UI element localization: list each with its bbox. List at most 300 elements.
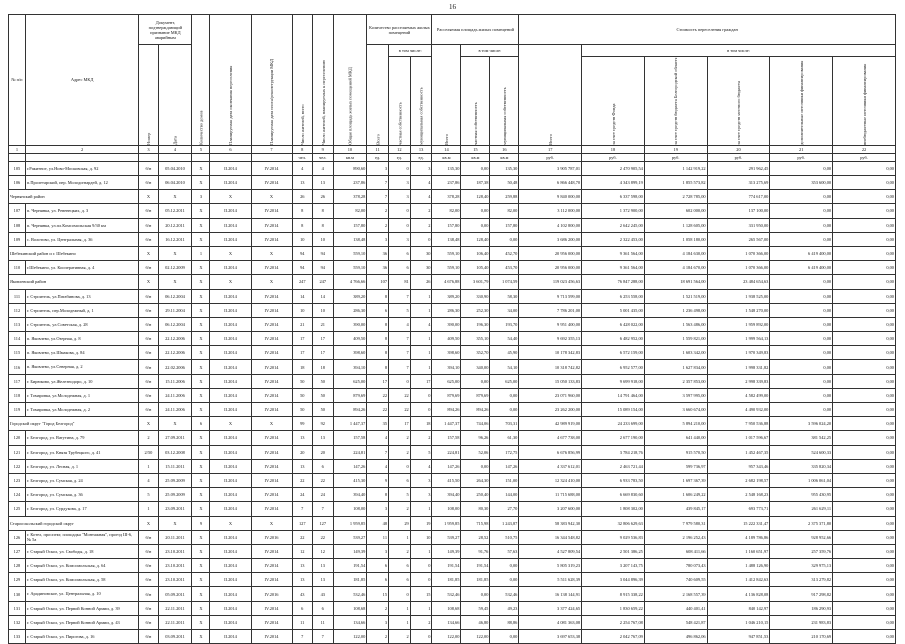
table-cell: 4 <box>367 431 389 445</box>
table-cell: 3 <box>410 488 432 502</box>
table-cell: б/н <box>139 289 158 303</box>
table-cell: 1 <box>192 246 210 260</box>
table-cell: 0,00 <box>833 417 896 431</box>
table-cell: б/н <box>139 261 158 275</box>
table-cell: 286,30 <box>432 303 461 317</box>
table-cell: 548 421,87 <box>644 615 707 629</box>
table-cell: 99 <box>292 417 313 431</box>
table-cell: 128 <box>9 559 26 573</box>
table-cell: 10 <box>292 303 313 317</box>
table-cell: 247 <box>313 275 334 289</box>
table-cell: 2 322 453,00 <box>582 232 645 246</box>
table-cell: 5 001 435,00 <box>582 303 645 317</box>
table-cell: г. Белгород, ул. Ватутина, д. 79 <box>25 431 138 445</box>
table-cell: 6 <box>367 573 389 587</box>
table-cell: X <box>192 275 210 289</box>
table-cell: 109 <box>9 232 26 246</box>
table-cell: 10 <box>313 303 334 317</box>
table-cell: 2 677 190,00 <box>582 431 645 445</box>
table-cell: 0,00 <box>461 587 490 601</box>
table-cell: 22 <box>367 388 389 402</box>
table-cell: 22 <box>292 530 313 544</box>
table-cell: IV.2014 <box>251 488 292 502</box>
table-cell: 8 915 338,22 <box>582 587 645 601</box>
table-cell: 0,00 <box>833 630 896 644</box>
table-cell: 196,30 <box>461 317 490 331</box>
table-cell: 1 855 573,82 <box>644 176 707 190</box>
table-cell: 1 <box>410 601 432 615</box>
table-cell: г. Старый Оскол, ул. Свободы, д. 18 <box>25 544 138 558</box>
group-label: Чернянский район <box>9 190 139 204</box>
table-cell: 0,00 <box>490 559 519 573</box>
table-cell: IV.2014 <box>251 459 292 473</box>
table-cell: г. Строитель, ул.Патабинова, д. 13 <box>25 289 138 303</box>
table-cell: 6 <box>192 417 210 431</box>
table-row <box>9 488 896 502</box>
table-cell: 88,86 <box>490 615 519 629</box>
header-area-total: Всего <box>432 45 461 146</box>
table-cell: 947 851,53 <box>707 630 770 644</box>
table-cell: 0,00 <box>833 502 896 516</box>
table-cell: 32 806 629,63 <box>582 516 645 530</box>
table-cell: 12 <box>313 544 334 558</box>
column-number-row <box>9 145 896 153</box>
table-cell: 894,26 <box>432 403 461 417</box>
table-cell: б/н <box>139 303 158 317</box>
table-cell: 3 <box>410 473 432 487</box>
table-cell: IV.2014 <box>251 403 292 417</box>
table-cell: б/н <box>139 232 158 246</box>
table-cell: X <box>192 346 210 360</box>
column-number: 2 <box>25 145 138 153</box>
table-cell: 13 <box>313 431 334 445</box>
table-cell: 10 <box>313 232 334 246</box>
table-cell: 3 <box>389 232 411 246</box>
table-cell: 2 <box>367 601 389 615</box>
header-area-incl: в том числе: <box>461 45 519 57</box>
table-cell: 3 <box>389 190 411 204</box>
table-cell: 191,54 <box>333 559 367 573</box>
table-cell: 1 <box>389 615 411 629</box>
table-row <box>9 360 896 374</box>
table-cell: 915 570,50 <box>644 445 707 459</box>
group-label: Шебекинский район и г. Шебекино <box>9 246 139 260</box>
table-cell: 8 <box>367 289 389 303</box>
table-cell: 0,00 <box>833 473 896 487</box>
table-cell: 108,68 <box>333 601 367 615</box>
table-cell: X <box>192 204 210 218</box>
table-cell: 28,52 <box>461 530 490 544</box>
table-cell: 559,10 <box>432 261 461 275</box>
table-cell: 0 <box>410 573 432 587</box>
table-cell: 105 <box>9 161 26 175</box>
table-cell: 335 820,34 <box>770 459 833 473</box>
table-cell: 0,00 <box>833 516 896 530</box>
table-cell: X <box>192 374 210 388</box>
table-cell: 22.12.2006 <box>158 332 192 346</box>
table-cell: 181,85 <box>461 573 490 587</box>
table-cell: 43 <box>292 587 313 601</box>
table-cell: 390,00 <box>333 317 367 331</box>
table-cell: 0 <box>410 559 432 573</box>
table-cell: 1 017 596,67 <box>707 431 770 445</box>
table-cell: X <box>210 516 251 530</box>
table-cell: 17 <box>313 332 334 346</box>
table-cell: 2 <box>410 431 432 445</box>
units-row: чел. чел. кв.м ед. ед. ед. кв.м кв.м кв.м руб. руб. руб. руб. руб. руб. <box>9 153 896 161</box>
table-cell: 559,10 <box>432 246 461 260</box>
table-cell: X <box>192 630 210 644</box>
table-cell: X <box>192 161 210 175</box>
table-cell: 3 112 000,00 <box>519 204 582 218</box>
table-cell: 693 773,71 <box>707 502 770 516</box>
table-cell: 24 233 699,00 <box>582 417 645 431</box>
table-cell: 17 <box>410 374 432 388</box>
table-cell: X <box>158 275 192 289</box>
table-cell: 0,00 <box>833 488 896 502</box>
table-cell: 12 324 410,00 <box>519 473 582 487</box>
table-row <box>9 346 896 360</box>
table-cell: 8 <box>367 488 389 502</box>
table-cell: X <box>192 473 210 487</box>
table-cell: 3 905 787,01 <box>519 161 582 175</box>
table-cell: 10 178 342,83 <box>519 346 582 360</box>
table-row <box>9 317 896 331</box>
table-cell: 10 <box>292 232 313 246</box>
table-cell: 625,00 <box>490 374 519 388</box>
table-cell: 313 279,82 <box>770 573 833 587</box>
table-cell: 94 <box>292 261 313 275</box>
table-cell: X <box>251 516 292 530</box>
group-row <box>9 246 896 260</box>
table-cell: X <box>192 502 210 516</box>
table-cell: 7 <box>313 630 334 644</box>
table-cell: 03.09.2011 <box>158 630 192 644</box>
table-cell: 409,50 <box>333 332 367 346</box>
table-cell: 8 <box>313 204 334 218</box>
table-cell: 11 715 688,00 <box>519 488 582 502</box>
table-cell: 237,86 <box>333 176 367 190</box>
table-cell: 157,58 <box>333 431 367 445</box>
table-cell: II.2014 <box>210 615 251 629</box>
table-cell: 54,40 <box>490 332 519 346</box>
table-cell: 559,10 <box>333 246 367 260</box>
table-cell: 389,20 <box>432 289 461 303</box>
table-cell: 0,00 <box>833 601 896 615</box>
table-cell: 496 862,06 <box>644 630 707 644</box>
table-cell: г. Строитель, ул.Советская, д. 28 <box>25 317 138 331</box>
table-cell: 157,58 <box>432 431 461 445</box>
column-number: 13 <box>410 145 432 153</box>
header-rooms-incl: в том числе: <box>389 45 432 57</box>
table-cell: 4 677 738,00 <box>519 431 582 445</box>
table-cell: 16.12.2011 <box>158 232 192 246</box>
table-cell: 132 <box>9 615 26 629</box>
table-cell: 108,68 <box>432 601 461 615</box>
table-cell: 4 343 899,19 <box>582 176 645 190</box>
table-cell: 6 952 577,00 <box>582 360 645 374</box>
table-cell: 0,00 <box>490 403 519 417</box>
table-cell: 9 951 400,00 <box>519 317 582 331</box>
table-cell: 8 <box>292 204 313 218</box>
table-cell: 23.09.2011 <box>158 502 192 516</box>
table-cell: г. Белгород, ул. Сурдукова, д. 17 <box>25 502 138 516</box>
table-cell: X <box>192 176 210 190</box>
table-cell: 25.09.2009 <box>158 488 192 502</box>
column-number: 9 <box>313 145 334 153</box>
table-cell: 957 343,46 <box>707 459 770 473</box>
table-cell: 0,00 <box>461 459 490 473</box>
table-cell: 894,26 <box>333 403 367 417</box>
table-cell: 121 <box>9 445 26 459</box>
table-cell: 151,00 <box>490 473 519 487</box>
table-cell: 17 <box>367 374 389 388</box>
table-cell: 2 <box>389 544 411 558</box>
table-cell: г. Старый Оскол, ул. Первой Конной Армии, д. 43 <box>25 615 138 629</box>
table-cell: 840 142,97 <box>707 601 770 615</box>
table-cell: 5 <box>389 488 411 502</box>
table-cell: 22 <box>389 388 411 402</box>
table-row <box>9 573 896 587</box>
table-cell: 4 <box>410 190 432 204</box>
table-cell: 608 411,66 <box>644 544 707 558</box>
table-cell: 9 361 564,00 <box>582 261 645 275</box>
table-cell: 1 058 180,00 <box>644 232 707 246</box>
table-cell: 81 <box>389 275 411 289</box>
table-cell: 1 <box>410 303 432 317</box>
table-cell: 58 383 942,30 <box>519 516 582 530</box>
table-cell: 0,00 <box>833 161 896 175</box>
table-cell: 0,00 <box>770 161 833 175</box>
table-cell: II.2014 <box>210 445 251 459</box>
table-cell: 21 <box>313 317 334 331</box>
table-cell: 27,70 <box>490 502 519 516</box>
table-cell: 5 <box>139 488 158 502</box>
table-cell: 8 <box>292 218 313 232</box>
table-cell: 157,80 <box>490 218 519 232</box>
table-cell: г. Строитель, пер.Молодежный, д. 1 <box>25 303 138 317</box>
table-cell: 0,00 <box>490 232 519 246</box>
table-cell: 2 <box>410 218 432 232</box>
table-cell: б/н <box>139 360 158 374</box>
table-cell: 8 <box>313 218 334 232</box>
table-cell: 0 <box>410 403 432 417</box>
table-cell: 353 600,00 <box>770 176 833 190</box>
table-cell: г. Бирюково, ул.Железнодоро, д. 10 <box>25 374 138 388</box>
table-cell: IV.2014 <box>251 388 292 402</box>
table-cell: 27.09.2011 <box>158 431 192 445</box>
table-cell: 1 070 366,00 <box>707 246 770 260</box>
table-cell: 1 697 367,39 <box>644 473 707 487</box>
table-cell: 113 <box>9 317 26 331</box>
table-cell: II.2014 <box>210 473 251 487</box>
table-cell: X <box>210 246 251 260</box>
header-fund: за счет средств Фонда <box>582 57 645 146</box>
table-cell: 0,00 <box>770 204 833 218</box>
table-cell: 6 253 558,00 <box>582 289 645 303</box>
table-cell: 9 699 918,00 <box>582 374 645 388</box>
table-cell: 1 999 564,13 <box>707 332 770 346</box>
table-cell: 0 <box>389 161 411 175</box>
table-cell: 82,00 <box>490 204 519 218</box>
header-cost: Стоимость переселения граждан <box>519 15 896 45</box>
table-cell: 23.10.2011 <box>158 544 192 558</box>
table-cell: 774 617,00 <box>707 190 770 204</box>
table-cell: 8 <box>367 360 389 374</box>
table-cell: 3 <box>192 190 210 204</box>
table-cell: 05.12.2011 <box>158 204 192 218</box>
group-label: Старооскольский городской округ <box>9 516 139 530</box>
table-cell: 1 998 331,82 <box>707 360 770 374</box>
table-cell: 1 959 892,00 <box>707 317 770 331</box>
table-cell: 532,46 <box>490 587 519 601</box>
table-cell: IV.2014 <box>251 544 292 558</box>
table-row <box>9 204 896 218</box>
group-row <box>9 275 896 289</box>
table-cell: 2 998 339,83 <box>707 374 770 388</box>
table-cell: 2 357 853,00 <box>644 374 707 388</box>
table-row <box>9 445 896 459</box>
housing-table <box>8 14 896 644</box>
table-cell: 532,46 <box>432 587 461 601</box>
table-cell: 409,50 <box>432 332 461 346</box>
table-cell: 1 160 651,97 <box>707 544 770 558</box>
table-cell: IV.2016 <box>251 530 292 544</box>
table-cell: II.2014 <box>210 559 251 573</box>
table-cell: 744,06 <box>461 417 490 431</box>
table-cell: 54,10 <box>490 360 519 374</box>
table-cell: 49,23 <box>490 601 519 615</box>
table-cell: 2 <box>139 431 158 445</box>
table-cell: 894,26 <box>461 403 490 417</box>
table-cell: 13 <box>292 176 313 190</box>
table-cell: 91,76 <box>461 544 490 558</box>
table-cell: X <box>192 289 210 303</box>
table-cell: 0,00 <box>833 232 896 246</box>
table-cell: 1 447,37 <box>333 417 367 431</box>
table-cell: 15.11.2006 <box>158 374 192 388</box>
table-cell: 7 950 536,88 <box>707 417 770 431</box>
header-cost-incl: в том числе: <box>582 45 896 57</box>
table-cell: 6 428 022,00 <box>582 317 645 331</box>
table-cell: 532,46 <box>333 587 367 601</box>
table-cell: 119 <box>9 403 26 417</box>
table-cell: X <box>139 246 158 260</box>
table-cell: 1 938 525,00 <box>707 289 770 303</box>
table-cell: 7 <box>389 289 411 303</box>
table-cell: 92 <box>313 417 334 431</box>
table-cell: X <box>192 544 210 558</box>
table-cell: IV.2014 <box>251 601 292 615</box>
table-cell: 127 <box>313 516 334 530</box>
table-cell: 29 <box>389 516 411 530</box>
table-cell: II.2014 <box>210 388 251 402</box>
table-cell: 2 682 198,57 <box>707 473 770 487</box>
header-resettled-area: Расселяемая площадь жилых помещений <box>432 15 519 45</box>
header-planned-demolition: Планируемая дата сноса/реконструкции МКД <box>251 15 292 146</box>
table-cell: 45,90 <box>490 346 519 360</box>
table-cell: 22 <box>313 473 334 487</box>
table-cell: 4 527 809,54 <box>519 544 582 558</box>
column-number: 7 <box>251 145 292 153</box>
table-cell: 105,40 <box>461 261 490 275</box>
table-cell: 9 361 564,00 <box>582 246 645 260</box>
table-cell: 1 563 486,00 <box>644 317 707 331</box>
header-building-type: Количество домов <box>192 15 210 146</box>
table-cell: 390,00 <box>432 317 461 331</box>
table-cell: 415,50 <box>432 473 461 487</box>
table-cell: 1 236 498,00 <box>644 303 707 317</box>
table-cell: IV.2014 <box>251 374 292 388</box>
table-cell: 22.11.2011 <box>158 601 192 615</box>
table-cell: 42 989 919,00 <box>519 417 582 431</box>
table-cell: IV.2014 <box>251 289 292 303</box>
table-cell: 1 452 467,35 <box>707 445 770 459</box>
table-row <box>9 176 896 190</box>
table-cell: 122,00 <box>432 630 461 644</box>
table-cell: X <box>192 459 210 473</box>
table-cell: X <box>139 190 158 204</box>
table-cell: 780 073,43 <box>644 559 707 573</box>
table-cell: 26 <box>313 190 334 204</box>
table-cell: 157,80 <box>333 218 367 232</box>
table-cell: II.2014 <box>210 544 251 558</box>
table-cell: 231 983,83 <box>770 615 833 629</box>
table-cell: 21 <box>292 317 313 331</box>
table-cell: 4 <box>292 161 313 175</box>
table-cell: 1 548 270,00 <box>707 303 770 317</box>
table-cell: 107 <box>367 275 389 289</box>
table-cell: г. Старый Оскол, ул. Первой Конной Армии, д. 39 <box>25 601 138 615</box>
table-cell: 378,28 <box>333 190 367 204</box>
header-local: за счет средств местного бюджета <box>707 57 770 146</box>
table-cell: 879,69 <box>461 388 490 402</box>
table-cell: 0,00 <box>770 332 833 346</box>
table-cell: 18 <box>313 360 334 374</box>
table-cell: 3 377 424,65 <box>519 601 582 615</box>
table-cell: г. Белгород, ул. Князя Трубецкого, д. 41 <box>25 445 138 459</box>
table-cell: 6 <box>292 601 313 615</box>
table-cell: 6 419 400,00 <box>770 261 833 275</box>
table-cell: X <box>139 417 158 431</box>
table-cell: 0,00 <box>833 530 896 544</box>
table-cell: 9 029 536,83 <box>582 530 645 544</box>
header-address: Адрес МКД <box>25 15 138 146</box>
table-cell: 22 <box>367 403 389 417</box>
table-cell: 2 470 905,54 <box>582 161 645 175</box>
table-cell: 14 <box>292 289 313 303</box>
table-cell: 398,60 <box>333 346 367 360</box>
table-cell: 0 <box>410 630 432 644</box>
table-cell: 24.11.2006 <box>158 403 192 417</box>
table-cell: 149,39 <box>432 544 461 558</box>
table-cell: 917 298,82 <box>770 587 833 601</box>
table-cell: 6 <box>389 573 411 587</box>
table-cell: 2 168 557,39 <box>644 587 707 601</box>
table-cell: 3 697 653,38 <box>519 630 582 644</box>
table-cell: II.2014 <box>210 601 251 615</box>
table-row <box>9 559 896 573</box>
table-cell: X <box>192 332 210 346</box>
table-cell: 05.09.2011 <box>158 587 192 601</box>
table-cell: 1 959,85 <box>432 516 461 530</box>
table-cell: 22.12.2006 <box>158 346 192 360</box>
table-cell: 1 521 519,00 <box>644 289 707 303</box>
table-cell: 23.10.2011 <box>158 559 192 573</box>
table-cell: IV.2014 <box>251 317 292 331</box>
table-cell: б/н <box>139 161 158 175</box>
table-cell: 82,00 <box>432 204 461 218</box>
